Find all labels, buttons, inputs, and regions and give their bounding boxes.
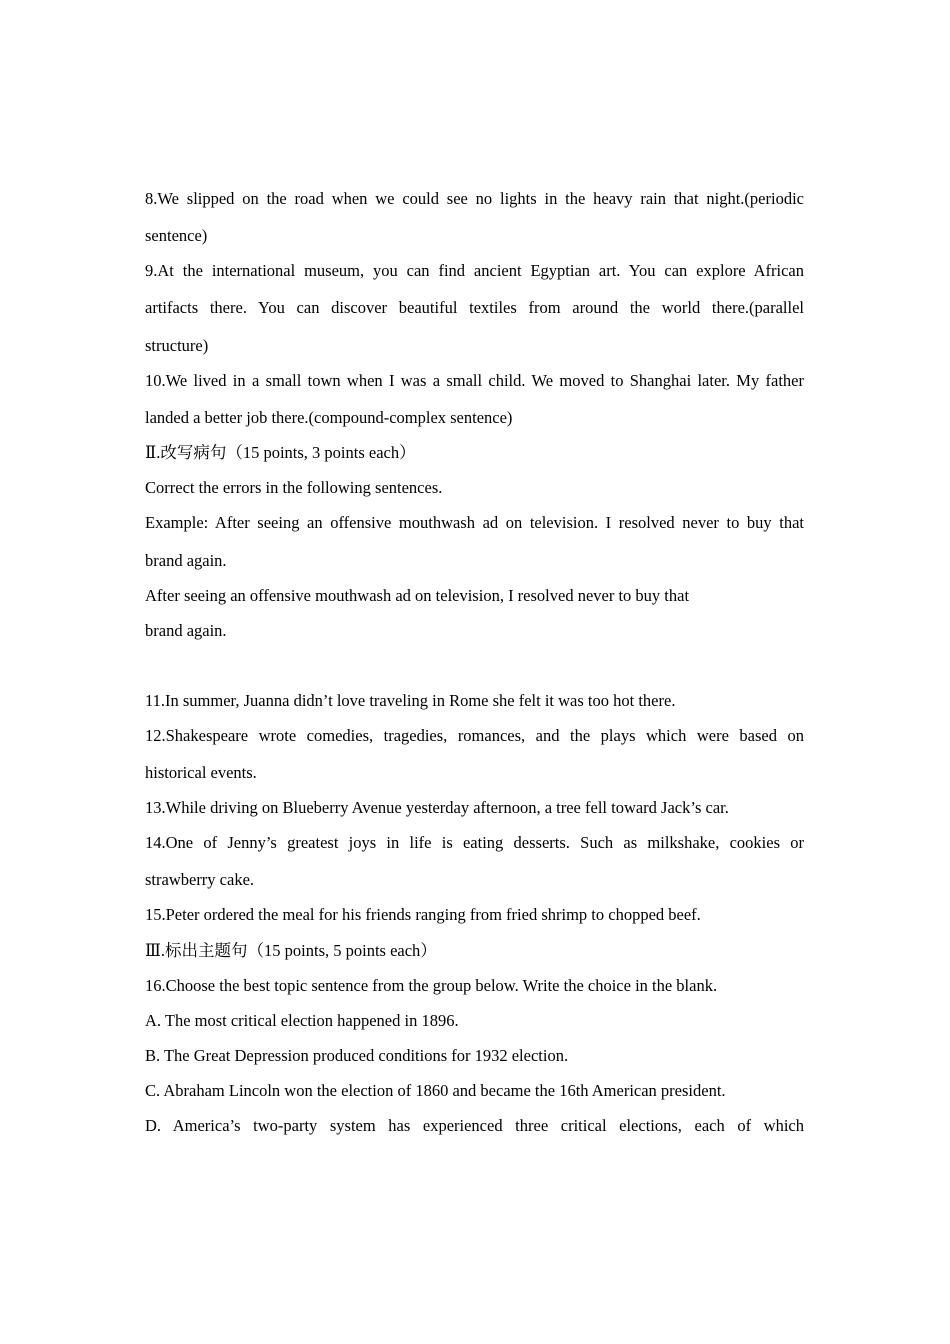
question-8-line-2: sentence) (145, 226, 208, 245)
question-12-line-1: 12.Shakespeare wrote comedies, tragedies, romances, and the plays which were based on (145, 726, 804, 745)
option-a: A. The most critical election happened in 1896. (145, 1011, 459, 1030)
question-14-line-2: strawberry cake. (145, 870, 255, 889)
question-10-line-1: 10.We lived in a small town when I was a small child. We moved to Shanghai later. My father (145, 371, 804, 390)
example-line-1: Example: After seeing an offensive mouthwash ad on television. I resolved never to buy that (145, 513, 804, 532)
question-11: 11.In summer, Juanna didn’t love traveling in Rome she felt it was too hot there. (145, 691, 676, 710)
question-16-prompt: 16.Choose the best topic sentence from the group below. Write the choice in the blank. (145, 976, 718, 995)
question-15: 15.Peter ordered the meal for his friends ranging from fried shrimp to chopped beef. (145, 905, 701, 924)
question-14-line-1: 14.One of Jenny’s greatest joys in life is eating desserts. Such as milkshake, cookies or (145, 833, 804, 852)
section-2-instruction: Correct the errors in the following sentences. (145, 478, 443, 497)
option-c: C. Abraham Lincoln won the election of 1860 and became the 16th American president. (145, 1081, 726, 1100)
question-9-line-2: artifacts there. You can discover beautiful textiles from around the world there.(parallel (145, 298, 804, 317)
question-8-line-1: 8.We slipped on the road when we could see no lights in the heavy rain that night.(periodic (145, 189, 804, 208)
question-9-line-1: 9.At the international museum, you can find ancient Egyptian art. You can explore African (145, 261, 804, 280)
question-12-line-2: historical events. (145, 763, 257, 782)
question-9-line-3: structure) (145, 336, 209, 355)
option-d: D. America’s two-party system has experienced three critical elections, each of which (145, 1116, 804, 1135)
section-2-heading: Ⅱ.改写病句（15 points, 3 points each） (145, 443, 416, 462)
example-answer-line-1: After seeing an offensive mouthwash ad on television, I resolved never to buy that (145, 586, 690, 605)
section-3-heading: Ⅲ.标出主题句（15 points, 5 points each） (145, 941, 437, 960)
option-b: B. The Great Depression produced conditions for 1932 election. (145, 1046, 569, 1065)
question-13: 13.While driving on Blueberry Avenue yesterday afternoon, a tree fell toward Jack’s car. (145, 798, 729, 817)
example-line-2: brand again. (145, 551, 227, 570)
question-10-line-2: landed a better job there.(compound-complex sentence) (145, 408, 513, 427)
example-answer-line-2: brand again. (145, 621, 227, 640)
